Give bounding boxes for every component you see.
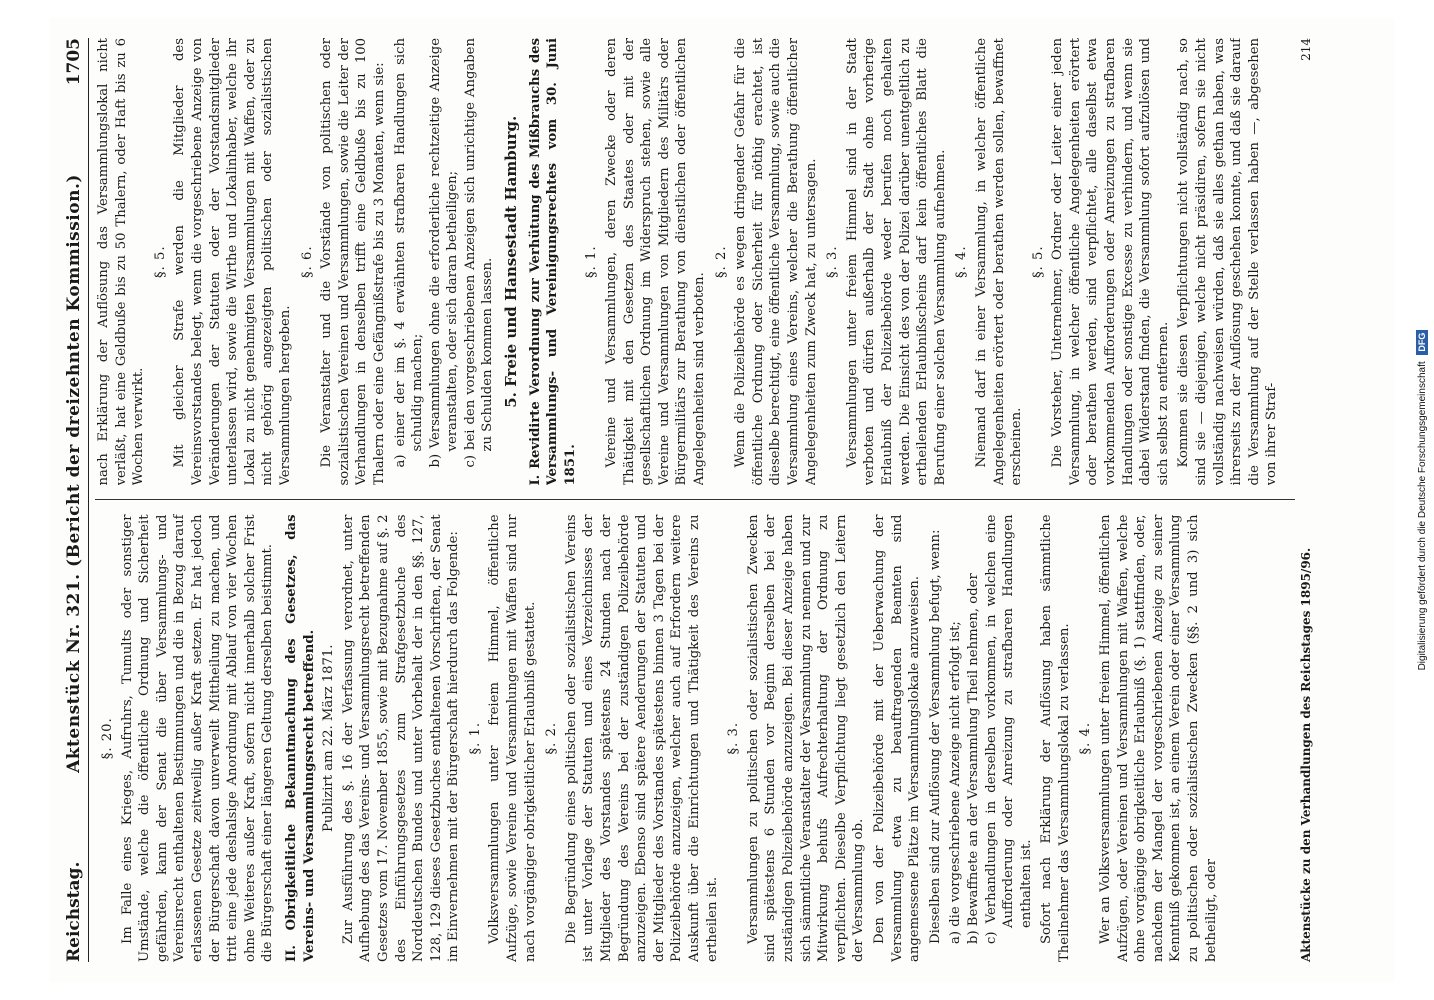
list-item: c) bei den vorgeschriebenen Anzeigen sich unrichtige Angaben zu Schulden kommen lassen. <box>462 38 496 468</box>
item-list <box>392 38 498 486</box>
list-item: a) die vorgeschriebene Anzeige nicht erfolgt ist; <box>948 621 964 944</box>
footer-source: Aktenstücke zu den Verhandlungen des Reichstages 1895/96. <box>1299 547 1313 962</box>
paragraph-heading: §. 20. <box>100 717 115 760</box>
paragraph-text: Niemand darf in einer Versammlung, in welcher öffentliche Angelegenheiten erörtert oder berathen werden sollen, bewaffnet erscheinen. <box>973 38 1025 486</box>
paragraph-heading: §. 1. <box>467 721 483 755</box>
paragraph-text: Im Falle eines Krieges, Aufruhrs, Tumults oder sonstiger Umstände, welche die öffentliche Ordnung und Sicherheit gefährden, kann der Senat die über Versammlungs- und Vereinsrecht enthaltenen Bestimmungen und die in Bezug darauf erlassenen Gesetze zeitweilig außer Kraft setzen. Er hat jedoch der Bürgerschaft davon unverweilt Mittheilung zu machen, und tritt eine jede deshalsige Anordnung mit Ablauf von vier Wochen ohne Weiteres außer Kraft, sofern nicht innerhalb solcher Frist die Bürgerschaft einer längeren Geltung derselben beistimmt. <box>119 514 276 962</box>
header-title: Aktenstück Nr. 321. (Bericht der dreizehnten Kommission.) <box>64 174 84 773</box>
paragraph-text: Wenn die Polizeibehörde es wegen dringender Gefahr für die öffentliche Ordnung oder Sicherheit für nöthig erachtet, ist dieselbe berechtigt, eine öffentliche Versammlung, sowie auch die Versammlung eines Vereins, welcher die Berathung öffentlicher Angelegenheiten zum Zweck hat, zu untersagen. <box>733 38 819 486</box>
paragraph-text: Dieselben sind zur Auflösung der Versammlung befugt, wenn: <box>927 529 943 944</box>
section-heading: I. Revidirte Verordnung zur Verhütung des Mißbrauchs des Versammlungs- und Vereinigungsrechtes vom 30. Juni 1851. <box>527 38 578 486</box>
right-column <box>95 38 1295 486</box>
paragraph-text: nach Erklärung der Auflösung das Versammlungslokal nicht verläßt, hat eine Geldbuße bis zu 50 Thalern, oder Haft bis zu 6 Wochen verwirkt. <box>96 38 147 486</box>
paragraph-text: Wer an Volksversammlungen unter freiem Himmel, öffentlichen Aufzügen, oder Vereinen und Versammlungen mit Waffen, welche ohne vorgängige obrigkeitliche Erlaubniß (§. 1) stattfinden, oder, nachdem der Mangel der vorgeschriebenen Anzeige zu seiner Kenntniß gekommen ist, an einem Verein oder einer Versammlung zu politischen oder sozialistischen Zwecken (§§. 2 und 3) sich betheiligt, oder <box>1098 514 1219 962</box>
paragraph-heading: §. 3. <box>825 245 841 279</box>
paragraph-text: Mit gleicher Strafe werden die Mitglieder des Vereinsvorstandes belegt, wenn die vorgeschriebene Anzeige von Veränderungen der Statuten oder der Vorstandsmitglieder unterlassen wird, sowie die Wirthe und Lokalinhaber, welche ihr Lokal zu nicht genehmigten Versammlungen mit Waffen, oder zu nicht gehörig angezeigten politischen oder sozialistischen Versammlungen hergeben. <box>172 38 293 486</box>
paragraph-text: Volksversammlungen unter freiem Himmel, öffentliche Aufzüge, sowie Vereine und Versammlungen mit Waffen sind nur nach vorgängiger obrigkeitlicher Erlaubniß gestattet. <box>487 514 538 962</box>
header-left: Reichstag. <box>64 861 84 962</box>
paragraph-heading: §. 5. <box>152 245 168 279</box>
paragraph-text: Vereine und Versammlungen, deren Zwecke oder deren Thätigkeit mit den Gesetzen des Staates oder mit der gesellschaftlichen Ordnung im Widerspruch stehen, sowie alle Vereine und Versammlungen von Mitgliedern des Militärs oder Bürgermilitärs zur Berathung von dienstlichen oder öffentlichen Angelegenheiten sind verboten. <box>604 38 707 486</box>
paragraph-text: Kommen sie diesen Verpflichtungen nicht vollständig nach, so sind sie — diejenigen, welche nicht präsidiren, sofern sie nicht vollständig nachweisen würden, daß sie alles gethan haben, was ihrerseits zu der Auflösung geschehen konnte, und daß sie darauf die Versammlung auf der Stelle verlassen haben —, abgesehen von ihrer Straf- <box>1176 38 1280 486</box>
paragraph-heading: §. 4. <box>1078 721 1094 755</box>
paragraph-text: Die Veranstalter und die Vorstände von politischen oder sozialistischen Vereinen und Versammlungen, sowie die Leiter der Verhandlungen in denselben trifft eine Geldbuße bis zu 100 Thalern oder eine Gefängnißstrafe bis zu 3 Monaten, wenn sie: <box>319 38 387 486</box>
paragraph-text: Sofort nach Erklärung der Auflösung haben sämmtliche Theilnehmer das Versammlungslokal zu verlassen. <box>1039 514 1072 962</box>
paragraph-text: Den von der Polizeibehörde mit der Ueberwachung der Versammlung etwa zu beauftragenden Beamten sind angemessene Plätze im Versammlungslokale anzuweisen. <box>871 514 923 962</box>
paragraph-text: Die Begründung eines politischen oder sozialistischen Vereins ist unter Vorlage der Statuten und eines Verzeichnisses der Mitglieder des Vorstandes spätestens 24 Stunden nach der Begründung des Vereins bei der zuständigen Polizeibehörde anzuzeigen. Ebenso sind spätere Aenderungen der Statuten und der Mitglieder des Vorstandes spätestens binnen 3 Tagen bei der Polizeibehörde anzuzeigen, welcher auch auf Erfordern weitere Auskunft über die Einrichtungen und Thätigkeit des Vereins zu ertheilen ist. <box>563 514 720 962</box>
list-item: c) Verhandlungen in derselben vorkommen, in welchen eine Aufforderung oder Anreizung zu strafbaren Handlungen enthalten ist. <box>983 514 1034 944</box>
paragraph-heading: §. 6. <box>299 245 315 279</box>
list-item: b) Bewaffnete an der Versammlung Theil nehmen, oder <box>965 573 981 944</box>
publication-date: Publizirt am 22. März 1871. <box>321 644 337 832</box>
paragraph-heading: §. 2. <box>544 721 560 755</box>
page-header <box>64 38 89 962</box>
section-heading: II. Obrigkeitliche Bekanntmachung des Gesetzes, das Vereins- und Versammlungsrecht betreffend. <box>283 514 317 962</box>
paragraph-text: Versammlungen unter freiem Himmel sind in der Stadt verboten und dürfen außerhalb der Stadt ohne vorherige Erlaubniß der Polizeibehörde weder berufen noch gehalten werden. Die Einsicht des von der Polizei darüber unentgeltlich zu ertheilenden Erlaubnißscheins darf kein öffentliches Blatt die Berufung einer solchen Versammlung aufnehmen. <box>844 38 948 486</box>
page-number: 1705 <box>64 38 84 86</box>
paragraph-heading: §. 3. <box>726 721 742 755</box>
paragraph-heading: §. 2. <box>713 245 729 279</box>
state-heading: 5. Freie und Hansestadt Hamburg. <box>502 115 521 408</box>
text-columns <box>95 38 1295 962</box>
rotated-page-content <box>50 18 1395 982</box>
column-divider <box>95 500 1295 501</box>
paragraph-text: Die Vorsteher, Unternehmer, Ordner oder Leiter einer jeden Versammlung, in welcher öffentliche Angelegenheiten erörtert oder berathen werden, sind verpflichtet, alle daselbst etwa vorkommenden Aufforderungen oder Anreizungen zu strafbaren Handlungen oder sonstige Excesse zu verhindern, und wenn sie dabei Widerstand finden, die Versammlung sofort aufzulösen und sich selbst zu entfernen. <box>1050 38 1171 486</box>
paragraph-heading: §. 1. <box>584 245 600 279</box>
digitization-note <box>1414 10 1432 990</box>
scanned-page <box>50 18 1395 982</box>
paragraph-text: Zur Ausführung des §. 16 der Verfassung verordnet, unter Aufhebung des das Vereins- und Versammlungsrecht betreffenden Gesetzes vom 17. November 1855, sowie mit Bezugnahme auf §. 2 des Einführungsgesetzes zum Strafgesetzbuche des Norddeutschen Bundes und unter Vorbehalt der in den §§. 127, 128, 129 dieses Gesetzbuches enthaltenen Vorschriften, der Senat im Einvernehmen mit der Bürgerschaft hierdurch das Folgende: <box>340 514 462 962</box>
item-list <box>947 515 1035 963</box>
left-column <box>95 515 1295 963</box>
dfg-logo: DFG <box>1416 330 1428 355</box>
page-footer <box>1299 38 1313 962</box>
digitization-text: Digitalisierung gefördert durch die Deutsche Forschungsgemeinschaft <box>1417 361 1428 671</box>
footer-signature: 214 <box>1299 38 1313 61</box>
paragraph-text: Versammlungen zu politischen oder sozialistischen Zwecken sind spätestens 6 Stunden vor Beginn derselben bei der zuständigen Polizeibehörde anzuzeigen. Bei dieser Anzeige haben sich sämmtliche Veranstalter der Versammlung zu nennen und zur Mitwirkung behufs Aufrechterhaltung der Ordnung zu verpflichten. Dieselbe Verpflichtung liegt gesetzlich den Leitern der Versammlung ob. <box>745 514 867 962</box>
paragraph-heading: §. 5. <box>1030 245 1046 279</box>
paragraph-heading: §. 4. <box>954 245 970 279</box>
list-item: b) Versammlungen ohne die erforderliche rechtzeitige Anzeige veranstalten, oder sich daran betheiligen; <box>427 38 461 468</box>
list-item: a) einer der im §. 4 erwähnten strafbaren Handlungen sich schuldig machen; <box>392 38 426 468</box>
